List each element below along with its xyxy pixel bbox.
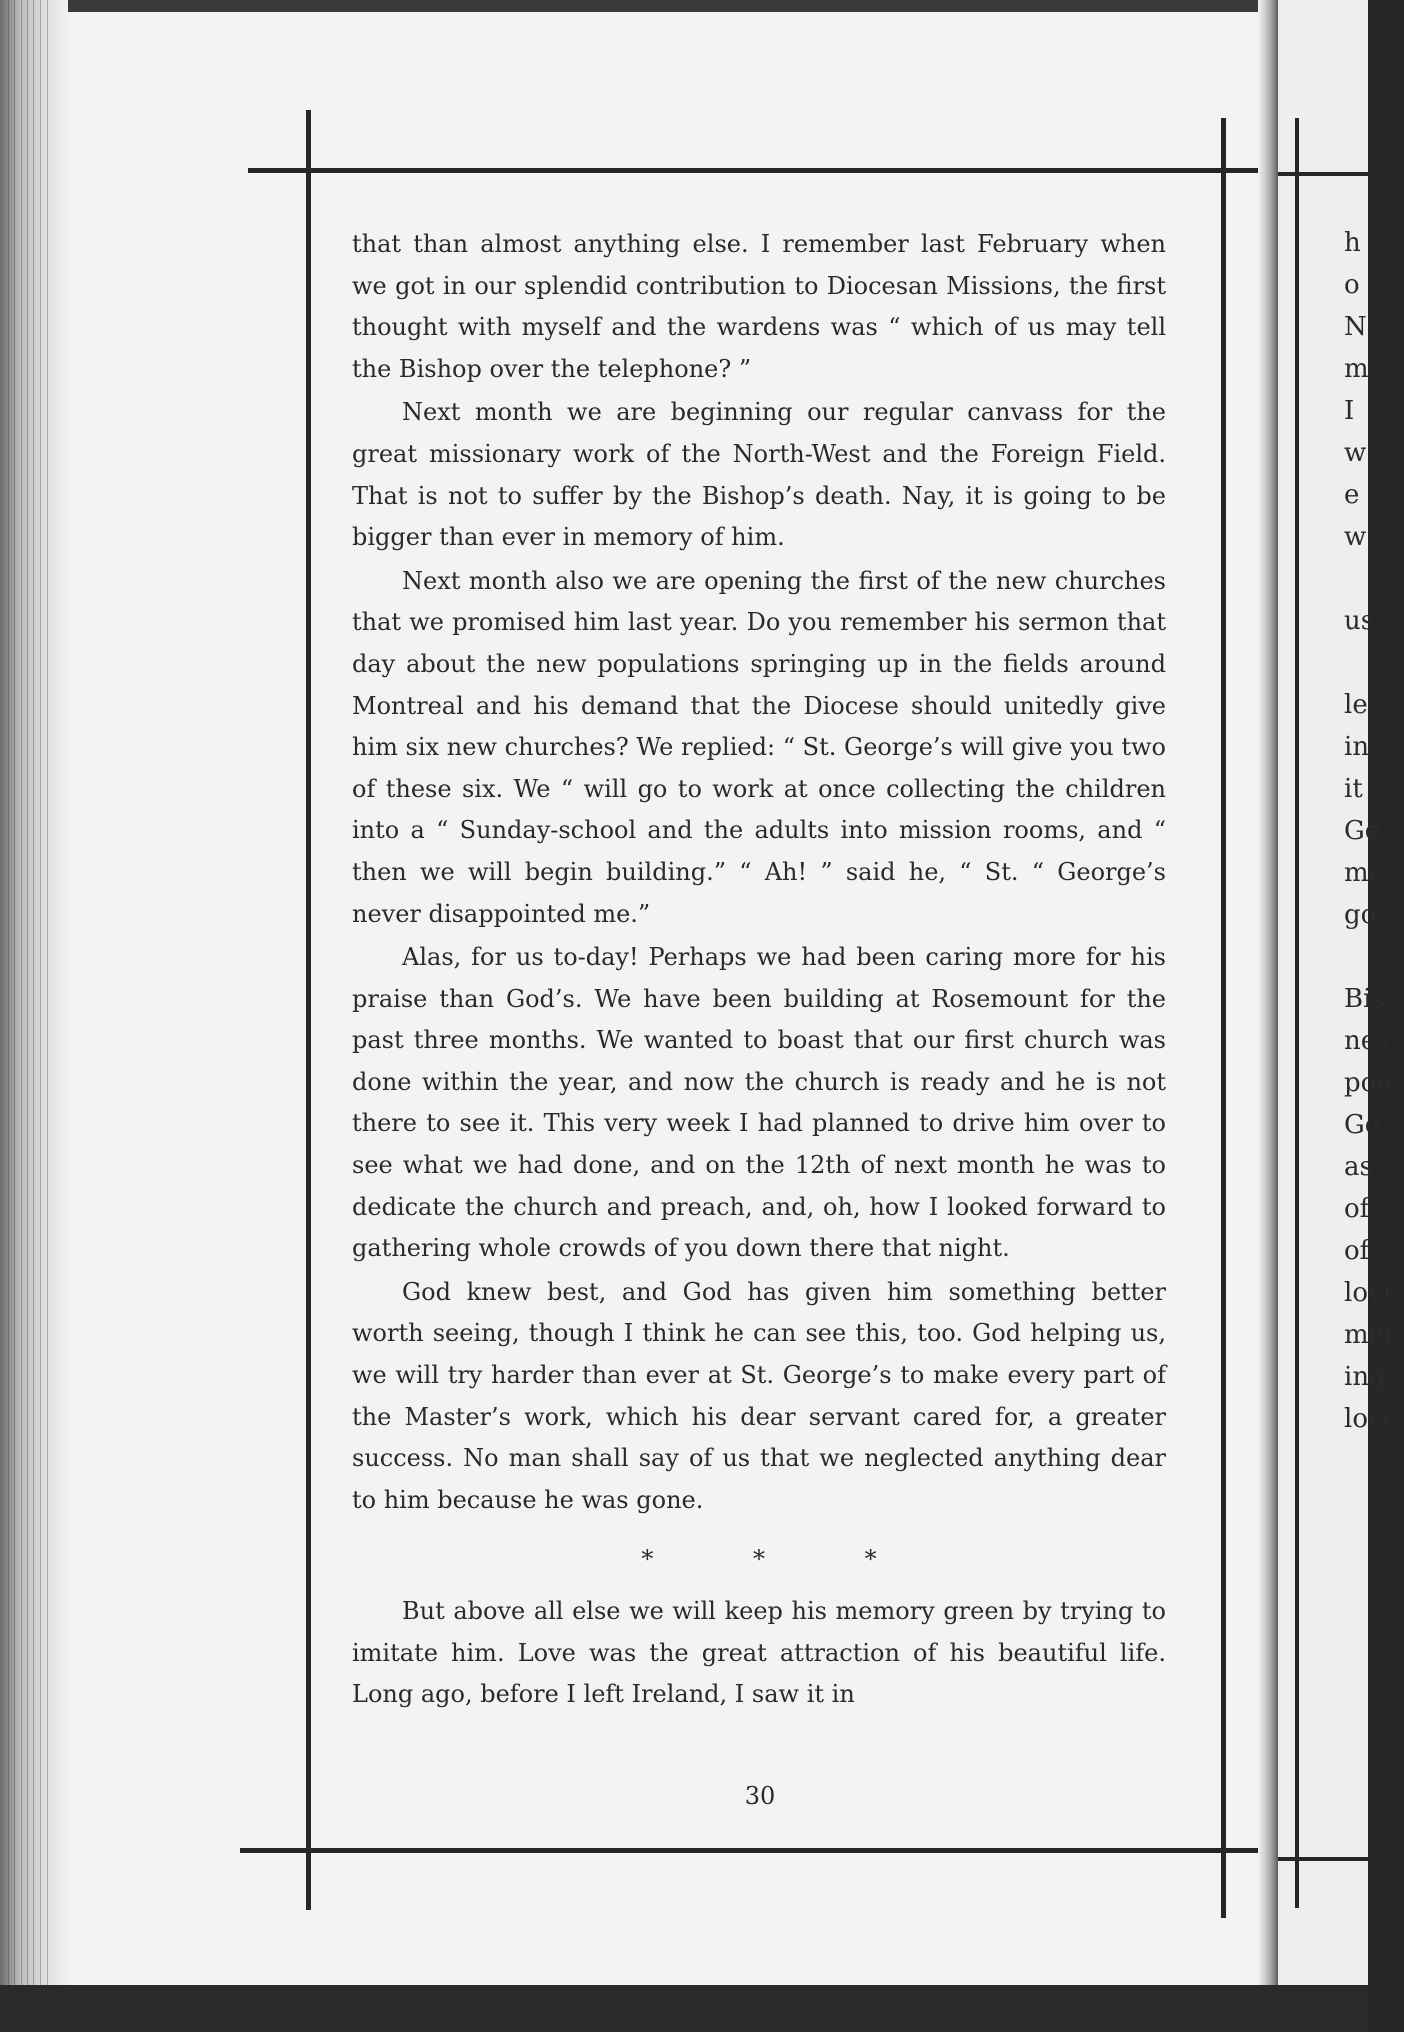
- paragraph-2: Next month we are beginning our regular canvass for the great missionary work of the North-West and the Foreign Field. That is not to suffer by the Bishop’s death. Nay, it is going to be bigger than ever in memory of him.: [352, 398, 1166, 552]
- page-gutter: [1258, 0, 1278, 2032]
- paragraph-1: that than almost anything else. I remember last February when we got in our splendid contribution to Diocesan Missions, the first thought with myself and the wardens was “ which of us may tell the Bishop over the telephone? ”: [352, 230, 1166, 383]
- facing-page-fragment: w: [1344, 522, 1367, 552]
- facing-page-fragment: us: [1344, 606, 1375, 636]
- facing-page-fragment: of: [1344, 1236, 1370, 1266]
- facing-page-fragment: as: [1344, 1152, 1373, 1182]
- facing-page-fragment: lovi: [1344, 1278, 1391, 1308]
- facing-frame-top-rule: [1278, 172, 1368, 176]
- paragraph-3: Next month also we are opening the first of the new churches that we promised him last year. Do you remember his sermon that day about the new populations springing up in the fields around Montreal and his demand that the Diocese should unitedly give him six new churches? We replied: “ St. George’s will give you two of these six. We “ will go to work at once collecting the children into a “ Sunday-school and the adults into mission rooms, and “ then we will begin building.” “ Ah! ” said he, “ St. “ George’s never disappointed me.”: [352, 566, 1166, 928]
- page-body: [352, 224, 1166, 1716]
- facing-page-text-fragments: [1344, 222, 1404, 1440]
- facing-page-fragment: Go: [1344, 1110, 1381, 1140]
- facing-page-fragment: [1344, 558, 1404, 600]
- facing-page-fragment: poo: [1344, 1068, 1392, 1098]
- frame-right-rule: [1221, 118, 1226, 1918]
- facing-page-fragment: I: [1344, 396, 1355, 426]
- facing-page-fragment: it: [1344, 774, 1363, 804]
- page-number: 30: [744, 1782, 776, 1810]
- book-page-edges: [0, 0, 68, 2032]
- facing-page-fragment: e: [1344, 480, 1360, 510]
- facing-frame-bottom-rule: [1278, 1857, 1368, 1861]
- facing-page-fragment: N: [1344, 312, 1367, 342]
- facing-page-fragment: [1344, 936, 1404, 978]
- facing-page-fragment: h: [1344, 228, 1361, 258]
- facing-page-fragment: w: [1344, 438, 1367, 468]
- facing-page-fragment: go: [1344, 900, 1377, 930]
- frame-bottom-rule: [240, 1848, 1278, 1853]
- facing-page-fragment: le: [1344, 690, 1368, 720]
- paragraph-6: But above all else we will keep his memory green by trying to imitate him. Love was the great attraction of his beautiful life. Long ago, before I left Ireland, I saw it in: [352, 1597, 1166, 1709]
- section-separator: * * *: [641, 1545, 923, 1574]
- facing-page-fragment: o: [1344, 270, 1360, 300]
- facing-frame-left-rule: [1295, 118, 1299, 1908]
- scan-bottom-shadow: [0, 1985, 1368, 2032]
- facing-page-fragment: nes: [1344, 1026, 1390, 1056]
- frame-left-rule: [306, 110, 311, 1910]
- paragraph-5: God knew best, and God has given him something better worth seeing, though I think he can see this, too. God helping us, we will try harder than ever at St. George’s to make every part of the Master’s work, which his dear servant cared for, a greater success. No man shall say of us that we neglected anything dear to him because he was gone.: [352, 1277, 1166, 1514]
- facing-page-fragment: m: [1344, 354, 1369, 384]
- scan-top-shadow: [0, 0, 1368, 12]
- facing-page-fragment: [1344, 642, 1404, 684]
- facing-page-fragment: love: [1344, 1404, 1399, 1434]
- facing-page-fragment: ing: [1344, 1362, 1386, 1392]
- facing-page-fragment: me: [1344, 858, 1385, 888]
- facing-page-fragment: of: [1344, 1194, 1370, 1224]
- facing-page-fragment: mer: [1344, 1320, 1397, 1350]
- frame-top-rule: [248, 168, 1278, 173]
- facing-page-fragment: Bis: [1344, 984, 1385, 1014]
- paragraph-4: Alas, for us to-day! Perhaps we had been caring more for his praise than God’s. We have been building at Rosemount for the past three months. We wanted to boast that our first church was done within the year, and now the church is ready and he is not there to see it. This very week I had planned to drive him over to see what we had done, and on the 12th of next month he was to dedicate the church and preach, and, oh, how I looked forward to gathering whole crowds of you down there that night.: [352, 943, 1166, 1263]
- facing-page-fragment: in: [1344, 732, 1370, 762]
- facing-page-fragment: Ge: [1344, 816, 1381, 846]
